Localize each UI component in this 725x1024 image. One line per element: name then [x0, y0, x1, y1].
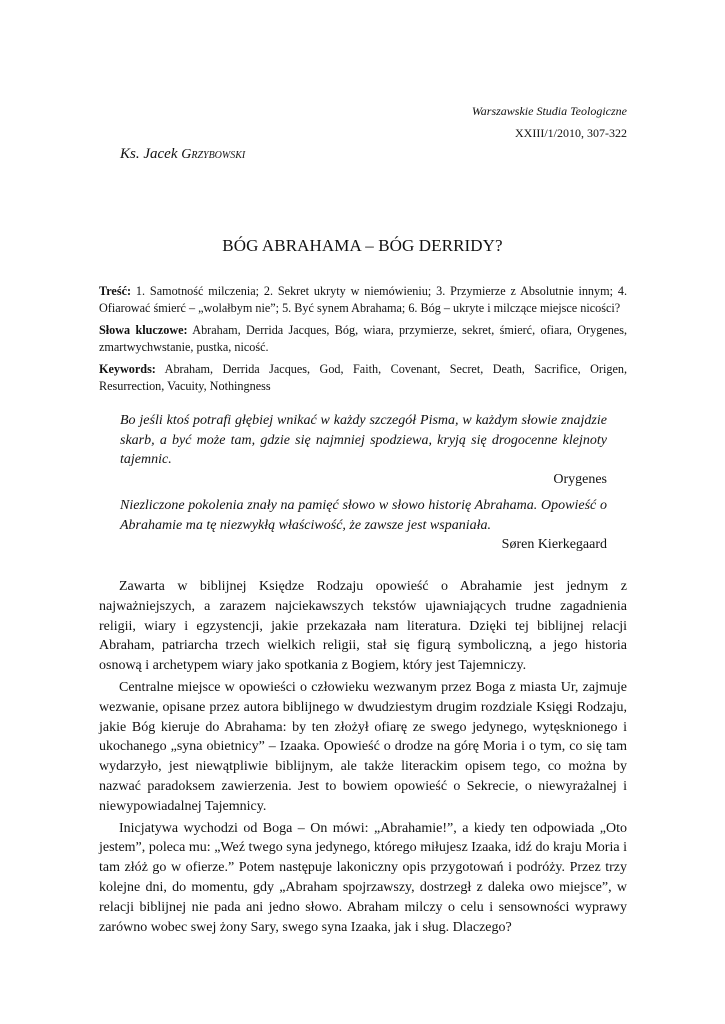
article-title [0, 236, 725, 256]
author-line [120, 146, 245, 163]
keywords-en-text: Abraham, Derrida Jacques, God, Faith, Covenant, Secret, Death, Sacrifice, Origen, Resurrection, Vacuity, Nothingness [99, 362, 627, 393]
motto-quote: Niezliczone pokolenia znały na pamięć słowo w słowo historię Abrahama. Opowieść o Abrahamie ma tę niezwykłą właściwość, że zawsze jest wspaniała. [120, 498, 607, 533]
contents-label: Treść: [99, 284, 132, 298]
motto-origen [120, 411, 607, 489]
keywords-pl-label: Słowa kluczowe: [99, 323, 188, 337]
article-title-text: BÓG ABRAHAMA – BÓG DERRIDY? [222, 236, 503, 255]
author-surname: Grzybowski [181, 147, 246, 162]
article-meta [99, 283, 627, 400]
contents-block [99, 283, 627, 316]
keywords-pl-text: Abraham, Derrida Jacques, Bóg, wiara, przymierze, sekret, śmierć, ofiara, Orygenes, zmartwychwstanie, pustka, nicość. [99, 323, 627, 354]
journal-header [472, 100, 627, 144]
body-paragraph: Zawarta w biblijnej Księdze Rodzaju opowieść o Abrahamie jest jednym z najważniejszych, a zarazem najciekawszych tekstów ujawniających trudne zagadnienia religii, wiary i egzystencji, jakie przekazała nam literatura. Dzięki tej biblijnej relacji Abraham, patriarcha trzech wielkich religii, stał się figurą symboliczną, a jego historia osnową i archetypem wiary jako spotkania z Bogiem, który jest Tajemniczy. [99, 579, 627, 674]
journal-name: Warszawskie Studia Teologiczne [471, 104, 627, 118]
keywords-en-block [99, 361, 627, 394]
journal-volume-pages: XXIII/1/2010, 307-322 [515, 126, 627, 140]
motto-source: Søren Kierkegaard [501, 537, 607, 552]
motto-quote: Bo jeśli ktoś potrafi głębiej wnikać w każdy szczegół Pisma, w każdym słowie znajdzie skarb, a być może tam, gdzie się najmniej spodziewa, kryją się drogocenne klejnoty tajemnic. [120, 413, 607, 467]
body-paragraph: Centralne miejsce w opowieści o człowieku wezwanym przez Boga z miasta Ur, zajmuje wezwanie, opisane przez autora biblijnego w dwudziestym drugim rozdziale Księgi Rodzaju, jakie Bóg kieruje do Abrahama: by ten złożył ofiarę ze swego jedynego, wytęsknionego i ukochanego „syna obietnicy” – Izaaka. Opowieść o drodze na górę Moria i o tym, co się tam wydarzyło, jest niewątpliwie biblijnym, ale także literackim opisem tego, co można by nazwać paradoksem zawierzenia. Jest to bowiem opowieść o Sekrecie, o niewyrażalnej i niewypowiadalnej Tajemnicy. [99, 679, 627, 814]
article-body [99, 577, 627, 939]
motto-kierkegaard [120, 496, 607, 555]
keywords-pl-block [99, 322, 627, 355]
body-paragraph: Inicjatywa wychodzi od Boga – On mówi: „Abrahamie!”, a kiedy ten odpowiada „Oto jestem”, poleca mu: „Weź twego syna jedynego, którego miłujesz Izaaka, idź do kraju Moria i tam złóż go w ofierze.” Potem następuje lakoniczny opis przygotowań i podróży. Przez trzy kolejne dni, do momentu, gdy „Abraham spojrzawszy, dostrzegł z daleka owo miejsce”, w relacji biblijnej nie pada ani jedno słowo. Abraham milczy o celu i sensowności wyprawy zarówno wobec swej żony Sary, swego syna Izaaka, jak i sług. Dlaczego? [99, 820, 627, 935]
motto-source: Orygenes [553, 471, 607, 487]
author-prefix: Ks. Jacek [120, 146, 182, 162]
keywords-en-label: Keywords: [99, 362, 156, 376]
contents-text: 1. Samotność milczenia; 2. Sekret ukryty w niemówieniu; 3. Przymierze z Absolutnie innym; 4. Ofiarować śmierć – „wolałbym nie”; 5. Być synem Abrahama; 6. Bóg – ukryte i milczące miejsce nicości? [99, 284, 627, 315]
